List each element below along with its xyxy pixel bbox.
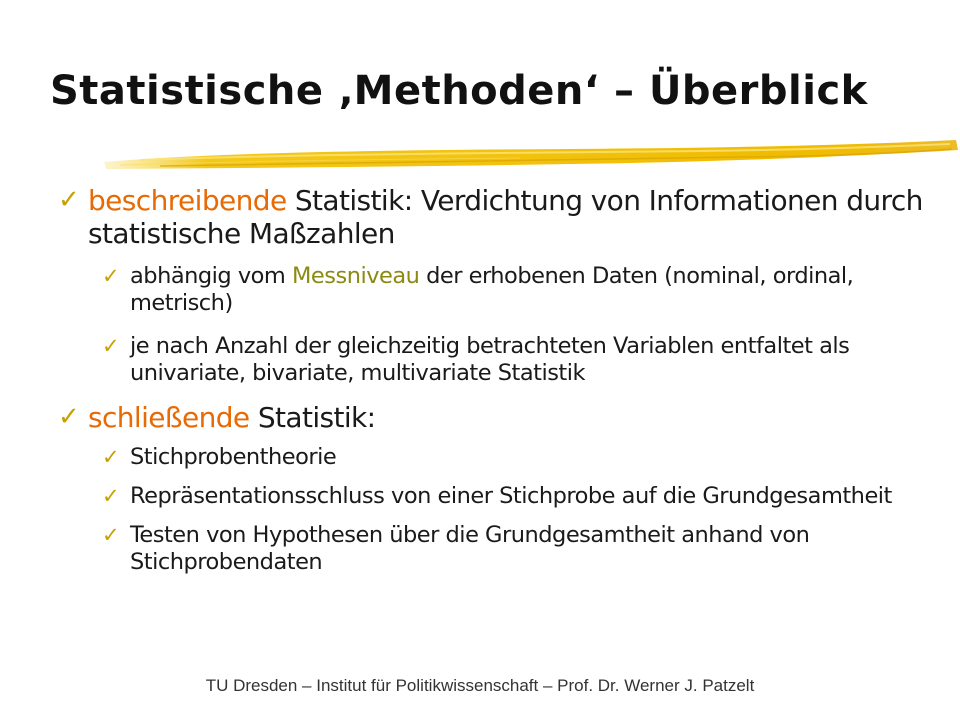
checkmark-icon: ✓ xyxy=(102,264,120,288)
checkmark-icon: ✓ xyxy=(102,334,120,358)
bullet-text: der erhobenen Daten (nominal, ordinal, metrisch) xyxy=(130,263,854,316)
highlight-term: beschreibende xyxy=(88,184,287,217)
highlight-term: Messniveau xyxy=(292,263,420,289)
sub-bullet-sampling-theory xyxy=(58,444,938,471)
brush-stroke-divider xyxy=(100,136,960,176)
slide-footer: TU Dresden – Institut für Politikwissenschaft – Prof. Dr. Werner J. Patzelt xyxy=(205,676,755,695)
checkmark-icon: ✓ xyxy=(102,523,120,547)
slide-title: Statistische ‚Methoden‘ – Überblick xyxy=(50,68,868,114)
bullet-descriptive-statistics xyxy=(58,184,938,250)
bullet-text: je nach Anzahl der gleichzeitig betrachteten Variablen entfaltet als univariate, bivariate, multivariate Statistik xyxy=(130,333,850,386)
bullet-text: Testen von Hypothesen über die Grundgesamtheit anhand von Stichprobendaten xyxy=(130,522,810,575)
bullet-text: Statistik: xyxy=(249,401,376,434)
checkmark-icon: ✓ xyxy=(102,445,120,469)
sub-bullet-variable-count xyxy=(58,333,938,387)
checkmark-icon: ✓ xyxy=(102,484,120,508)
highlight-term: schließende xyxy=(88,401,250,434)
checkmark-icon: ✓ xyxy=(58,402,80,432)
sub-bullet-measurement-level xyxy=(58,263,938,317)
bullet-text: Stichprobentheorie xyxy=(130,444,337,470)
bullet-inferential-statistics xyxy=(58,401,938,434)
sub-bullet-representation-inference xyxy=(58,483,938,510)
sub-bullet-hypothesis-testing xyxy=(58,522,938,576)
bullet-text: Repräsentationsschluss von einer Stichprobe auf die Grundgesamtheit xyxy=(130,483,892,509)
checkmark-icon: ✓ xyxy=(58,185,80,215)
bullet-list xyxy=(58,184,938,576)
bullet-text: Statistik: Verdichtung von Informationen durch statistische Maßzahlen xyxy=(88,184,923,250)
bullet-text: abhängig vom xyxy=(130,263,292,289)
